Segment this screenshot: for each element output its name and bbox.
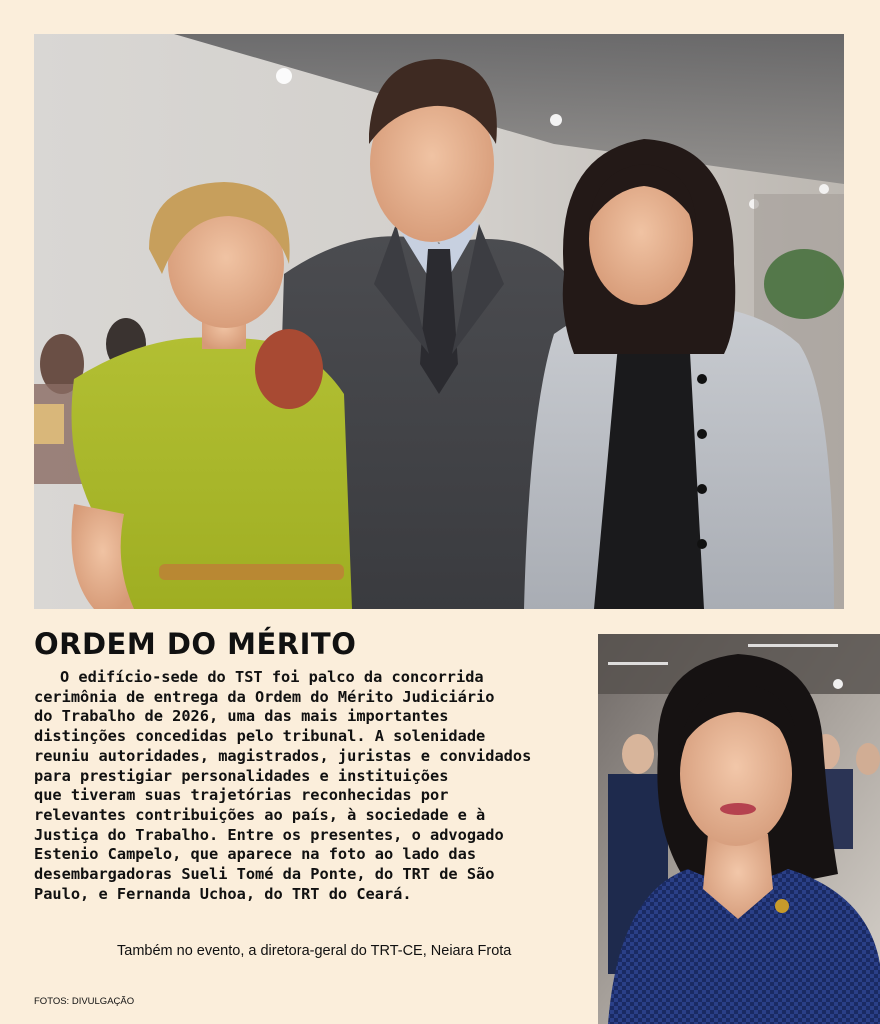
body-line: Justiça do Trabalho. Entre os presentes, o advogado (34, 825, 504, 844)
article-body (34, 668, 589, 904)
body-line: desembargadoras Sueli Tomé da Ponte, do TRT de São (34, 865, 495, 884)
side-portrait-photo (598, 634, 880, 1024)
body-line: que tiveram suas trajetórias reconhecidas por (34, 786, 449, 805)
body-line: Estenio Campelo, que aparece na foto ao lado das (34, 845, 477, 864)
body-line: do Trabalho de 2026, uma das mais importantes (34, 707, 449, 726)
body-line: Paulo, e Fernanda Uchoa, do TRT do Ceará. (34, 884, 412, 903)
body-line: distinções concedidas pelo tribunal. A solenidade (34, 727, 486, 746)
body-line: O edifício-sede do TST foi palco da concorrida (60, 668, 484, 686)
group-photo-illustration (34, 34, 844, 609)
side-portrait-illustration (598, 634, 880, 1024)
article-headline: ORDEM DO MÉRITO (34, 627, 357, 661)
body-line: reuniu autoridades, magistrados, juristas e convidados (34, 746, 532, 765)
group-photo (34, 34, 844, 609)
body-line: para prestigiar personalidades e instituições (34, 766, 449, 785)
side-photo-caption: Também no evento, a diretora-geral do TRT-CE, Neiara Frota (117, 943, 512, 959)
body-line: cerimônia de entrega da Ordem do Mérito Judiciário (34, 687, 495, 706)
body-line: relevantes contribuições ao país, à sociedade e à (34, 805, 486, 824)
photo-credit: FOTOS: DIVULGAÇÃO (34, 996, 135, 1007)
